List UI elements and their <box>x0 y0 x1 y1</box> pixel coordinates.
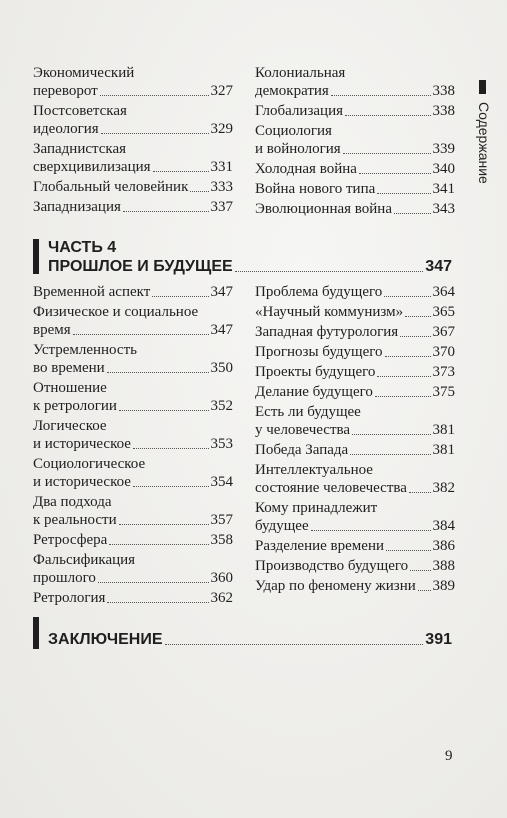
toc-entry-title-line: Западная футурология <box>255 324 399 340</box>
toc-entry-page: 350 <box>210 360 233 376</box>
toc-entry[interactable] <box>255 122 455 158</box>
part4-section-bar <box>33 239 39 274</box>
toc-leader-dots <box>343 153 431 154</box>
toc-leader-dots <box>98 582 209 583</box>
toc-entry-last-line <box>33 321 233 339</box>
toc-entry[interactable] <box>255 102 455 120</box>
toc-entry-title-line: Прогнозы будущего <box>255 344 383 360</box>
toc-entry-page: 352 <box>210 398 233 414</box>
toc-entry-title-line: Социологическое <box>33 456 146 472</box>
toc-entry-title-line: у человечества <box>255 422 351 438</box>
toc-entry-title-line: «Научный коммунизм» <box>255 304 404 320</box>
toc-entry-last-line <box>33 198 233 216</box>
toc-leader-dots <box>100 95 209 96</box>
toc-entry-last-line <box>33 359 233 377</box>
toc-entry-page: 386 <box>432 538 455 554</box>
toc-entry[interactable] <box>255 499 455 535</box>
toc-entry-title-line: Устремленность <box>33 342 137 358</box>
part4-leader-dots <box>235 271 424 272</box>
toc-entry-title-line: идеология <box>33 121 99 137</box>
toc-leader-dots <box>331 95 431 96</box>
toc-entry-last-line <box>33 473 233 491</box>
toc-entry[interactable] <box>255 303 455 321</box>
toc-part4-right-column <box>255 283 455 597</box>
part4-page: 347 <box>425 258 452 275</box>
toc-entry-last-line <box>33 569 233 587</box>
toc-entry-title-line: Война нового типа <box>255 181 376 197</box>
toc-entry[interactable] <box>33 303 233 339</box>
toc-entry-last-line <box>33 511 233 529</box>
toc-entry-page: 388 <box>432 558 455 574</box>
toc-entry[interactable] <box>33 341 233 377</box>
toc-entry-page: 329 <box>210 121 233 137</box>
toc-leader-dots <box>311 530 431 531</box>
toc-leader-dots <box>405 316 430 317</box>
toc-entry-title-line: Делание будущего <box>255 384 373 400</box>
toc-entry-last-line <box>255 323 455 341</box>
toc-entry-last-line <box>255 557 455 575</box>
toc-entry-title-line: Есть ли будущее <box>255 404 361 420</box>
toc-entry-last-line <box>33 397 233 415</box>
toc-entry-title-line: к реальности <box>33 512 117 528</box>
toc-entry-last-line <box>255 479 455 497</box>
side-tab-marker <box>479 80 486 94</box>
toc-entry[interactable] <box>255 577 455 595</box>
toc-entry-title-line: Социология <box>255 123 332 139</box>
toc-entry-page: 333 <box>210 179 233 195</box>
toc-entry-last-line <box>255 180 455 198</box>
toc-entry-last-line <box>33 178 233 196</box>
toc-entry-page: 338 <box>432 103 455 119</box>
toc-leader-dots <box>410 570 430 571</box>
toc-entry[interactable] <box>33 64 233 100</box>
side-tab-label: Содержание <box>476 102 492 184</box>
toc-entry-last-line <box>255 283 455 301</box>
toc-entry[interactable] <box>33 102 233 138</box>
toc-entry-page: 340 <box>432 161 455 177</box>
toc-entry-title-line: Разделение времени <box>255 538 384 554</box>
toc-entry[interactable] <box>33 589 233 607</box>
conclusion-title-line <box>48 630 452 649</box>
toc-entry-title-line: во времени <box>33 360 105 376</box>
toc-entry-last-line <box>255 303 455 321</box>
toc-entry-title-line: Два подхода <box>33 494 112 510</box>
toc-entry-title-line: Интеллектуальное <box>255 462 373 478</box>
toc-entry-last-line <box>255 82 455 100</box>
toc-leader-dots <box>350 454 430 455</box>
toc-top-left-column <box>33 64 233 218</box>
toc-entry-page: 357 <box>210 512 233 528</box>
toc-entry-page: 354 <box>210 474 233 490</box>
toc-entry-last-line <box>255 363 455 381</box>
toc-entry[interactable] <box>33 379 233 415</box>
toc-entry[interactable] <box>33 455 233 491</box>
toc-entry-title-line: демократия <box>255 83 329 99</box>
toc-entry[interactable] <box>255 537 455 555</box>
part4-title: ПРОШЛОЕ И БУДУЩЕЕ <box>48 258 233 275</box>
toc-entry-page: 381 <box>432 422 455 438</box>
toc-entry-title-line: Глобализация <box>255 103 344 119</box>
conclusion-page: 391 <box>425 631 452 648</box>
toc-entry-title-line: Западнизация <box>33 199 121 215</box>
toc-entry-last-line <box>255 383 455 401</box>
toc-entry[interactable] <box>255 343 455 361</box>
toc-entry-last-line <box>255 200 455 218</box>
toc-entry-page: 367 <box>432 324 455 340</box>
toc-entry-page: 364 <box>432 284 455 300</box>
toc-entry-page: 362 <box>210 590 233 606</box>
toc-leader-dots <box>101 133 209 134</box>
toc-leader-dots <box>109 544 208 545</box>
toc-entry-title-line: переворот <box>33 83 98 99</box>
toc-entry[interactable] <box>255 200 455 218</box>
toc-entry-last-line <box>255 517 455 535</box>
toc-leader-dots <box>152 296 208 297</box>
toc-entry[interactable] <box>33 283 233 301</box>
toc-entry-title-line: Победа Запада <box>255 442 349 458</box>
toc-entry[interactable] <box>33 493 233 529</box>
toc-entry-page: 341 <box>432 181 455 197</box>
toc-entry[interactable] <box>33 140 233 176</box>
toc-leader-dots <box>352 434 430 435</box>
toc-entry-last-line <box>33 589 233 607</box>
toc-entry[interactable] <box>255 180 455 198</box>
toc-entry-last-line <box>255 577 455 595</box>
toc-entry-title-line: будущее <box>255 518 309 534</box>
toc-entry-last-line <box>255 160 455 178</box>
toc-entry-title-line: Западнистская <box>33 141 127 157</box>
toc-entry-last-line <box>33 82 233 100</box>
toc-entry-title-line: Проблема будущего <box>255 284 383 300</box>
toc-entry-title-line: Ретросфера <box>33 532 108 548</box>
toc-entry-page: 347 <box>210 284 233 300</box>
toc-entry[interactable] <box>255 461 455 497</box>
toc-entry-last-line <box>255 343 455 361</box>
toc-leader-dots <box>153 171 209 172</box>
toc-entry-title-line: Производство будущего <box>255 558 409 574</box>
toc-entry-title-line: Глобальный человейник <box>33 179 189 195</box>
toc-entry-last-line <box>255 102 455 120</box>
toc-entry[interactable] <box>255 383 455 401</box>
toc-entry[interactable] <box>33 178 233 196</box>
toc-entry-title-line: состояние человечества <box>255 480 407 496</box>
part4-heading[interactable] <box>48 238 452 276</box>
toc-entry-page: 370 <box>432 344 455 360</box>
toc-entry-title-line: и историческое <box>33 474 131 490</box>
toc-entry-page: 331 <box>210 159 233 175</box>
toc-entry-page: 382 <box>432 480 455 496</box>
toc-entry-title-line: Экономический <box>33 65 135 81</box>
toc-entry-title-line: Фальсификация <box>33 552 136 568</box>
toc-entry-title-line: и историческое <box>33 436 131 452</box>
toc-leader-dots <box>119 524 209 525</box>
toc-entry-title-line: Холодная война <box>255 161 357 177</box>
toc-leader-dots <box>409 492 431 493</box>
toc-entry-last-line <box>33 120 233 138</box>
toc-entry-title-line: Проекты будущего <box>255 364 376 380</box>
toc-leader-dots <box>377 376 430 377</box>
toc-entry[interactable] <box>255 403 455 439</box>
toc-entry[interactable] <box>33 417 233 453</box>
toc-leader-dots <box>377 193 430 194</box>
toc-entry-title-line: Кому принадлежит <box>255 500 378 516</box>
toc-leader-dots <box>123 211 209 212</box>
toc-entry-page: 381 <box>432 442 455 458</box>
toc-entry[interactable] <box>255 160 455 178</box>
toc-leader-dots <box>384 296 430 297</box>
toc-entry-page: 339 <box>432 141 455 157</box>
toc-entry-title-line: Колониальная <box>255 65 346 81</box>
toc-leader-dots <box>418 590 431 591</box>
toc-entry-page: 373 <box>432 364 455 380</box>
toc-leader-dots <box>107 372 209 373</box>
toc-entry-page: 375 <box>432 384 455 400</box>
toc-entry-title-line: Физическое и социальное <box>33 304 199 320</box>
toc-leader-dots <box>400 336 430 337</box>
toc-entry-last-line <box>33 531 233 549</box>
toc-entry-title-line: время <box>33 322 71 338</box>
toc-leader-dots <box>386 550 431 551</box>
toc-part4-left-column <box>33 283 233 609</box>
toc-entry-title-line: и войнология <box>255 141 341 157</box>
toc-entry-page: 353 <box>210 436 233 452</box>
toc-leader-dots <box>133 448 209 449</box>
toc-entry-page: 338 <box>432 83 455 99</box>
toc-entry-title-line: Удар по феномену жизни <box>255 578 416 594</box>
toc-entry-page: 343 <box>432 201 455 217</box>
conclusion-heading[interactable] <box>48 630 452 649</box>
part4-label: ЧАСТЬ 4 <box>48 239 117 256</box>
toc-leader-dots <box>359 173 431 174</box>
toc-entry[interactable] <box>255 441 455 459</box>
toc-entry-last-line <box>255 140 455 158</box>
toc-entry[interactable] <box>255 323 455 341</box>
toc-top-right-column <box>255 64 455 220</box>
toc-entry-title-line: прошлого <box>33 570 96 586</box>
toc-entry[interactable] <box>255 283 455 301</box>
toc-entry-last-line <box>255 441 455 459</box>
toc-entry[interactable] <box>255 363 455 381</box>
toc-entry-last-line <box>33 158 233 176</box>
toc-entry[interactable] <box>33 531 233 549</box>
toc-leader-dots <box>345 115 430 116</box>
toc-leader-dots <box>190 191 208 192</box>
toc-entry-title-line: сверхцивилизация <box>33 159 151 175</box>
toc-entry-last-line <box>255 421 455 439</box>
toc-entry-title-line: к ретрологии <box>33 398 117 414</box>
toc-leader-dots <box>385 356 431 357</box>
toc-entry-page: 365 <box>432 304 455 320</box>
part4-title-line <box>48 257 452 276</box>
toc-leader-dots <box>375 396 431 397</box>
toc-entry-last-line <box>255 537 455 555</box>
toc-entry-title-line: Временной аспект <box>33 284 151 300</box>
toc-leader-dots <box>394 213 431 214</box>
toc-entry-page: 337 <box>210 199 233 215</box>
toc-entry-page: 327 <box>210 83 233 99</box>
toc-entry-page: 347 <box>210 322 233 338</box>
toc-leader-dots <box>73 334 209 335</box>
toc-entry[interactable] <box>255 64 455 100</box>
side-section-tab <box>476 80 496 390</box>
toc-entry-title-line: Эволюционная война <box>255 201 392 217</box>
toc-entry-last-line <box>33 283 233 301</box>
toc-leader-dots <box>133 486 209 487</box>
toc-entry-page: 358 <box>210 532 233 548</box>
toc-entry[interactable] <box>33 198 233 216</box>
page-number: 9 <box>445 748 453 764</box>
toc-entry[interactable] <box>255 557 455 575</box>
conclusion-section-bar <box>33 617 39 649</box>
toc-entry[interactable] <box>33 551 233 587</box>
conclusion-leader-dots <box>165 644 424 645</box>
toc-entry-page: 360 <box>210 570 233 586</box>
toc-entry-last-line <box>33 435 233 453</box>
toc-leader-dots <box>119 410 209 411</box>
toc-entry-title-line: Отношение <box>33 380 107 396</box>
toc-entry-page: 389 <box>432 578 455 594</box>
toc-leader-dots <box>107 602 208 603</box>
conclusion-title: ЗАКЛЮЧЕНИЕ <box>48 631 163 648</box>
toc-entry-page: 384 <box>432 518 455 534</box>
toc-entry-title-line: Постсоветская <box>33 103 127 119</box>
toc-entry-title-line: Логическое <box>33 418 107 434</box>
toc-entry-title-line: Ретрология <box>33 590 106 606</box>
